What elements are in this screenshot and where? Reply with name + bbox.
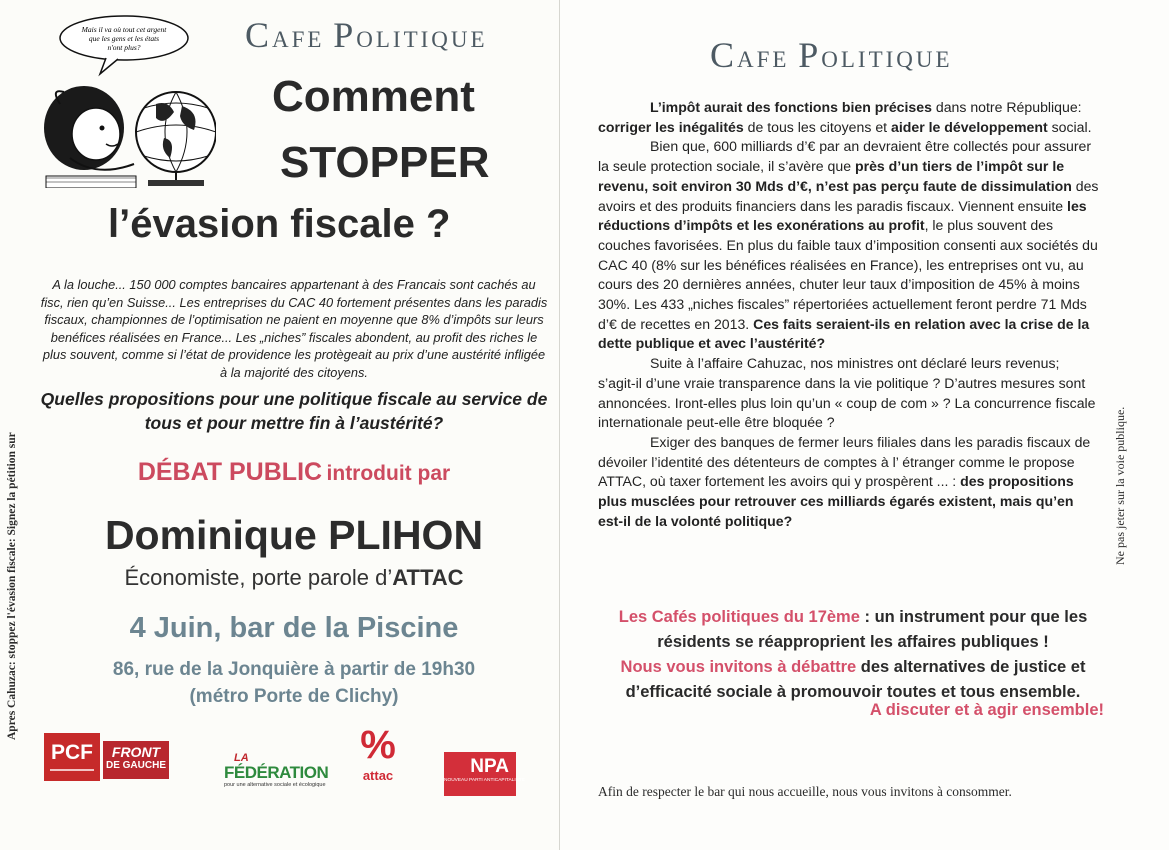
- attac-logo: % attac: [360, 723, 396, 783]
- headline-line-1: Comment: [272, 72, 475, 121]
- la-federation-logo: LA FÉDÉRATION pour une alternative sociale et écologique: [224, 752, 329, 788]
- headline-line-3: l’évasion fiscale ?: [108, 202, 451, 246]
- paragraph-1: L’impôt aurait des fonctions bien précises dans notre République: corriger les inégalités de tous les citoyens et aider le développement social.: [598, 99, 1092, 135]
- pcf-logo: PCF: [44, 733, 100, 781]
- bubble-line-3: n'ont plus?: [107, 43, 141, 52]
- article-body: [598, 98, 1100, 531]
- headline-line-2: STOPPER: [280, 138, 490, 187]
- intro-paragraph: A la louche... 150 000 comptes bancaires appartenant à des Francais sont cachés au fisc, rien qu’en Suisse... Les entreprises du CAC 40 fortement présentes dans les paradis fiscaux, championnes de l’optimisation ne paient en moyenne que 8% d’impôts sur leurs benéfices réalisées en France... Les „niches” fiscales abondent, au profit des riches le plus souvent, comme si l’état de providence les protègeait au prix d’une austérité infligée à la majorité des citoyens.: [40, 277, 548, 380]
- mafalda-cartoon: [36, 8, 216, 188]
- footer-note: Afin de respecter le bar qui nous accueille, nous vous invitons à consommer.: [598, 784, 1012, 799]
- paragraph-4: Exiger des banques de fermer leurs filiales dans les paradis fiscaux de dévoiler l’identité des détenteurs de comptes à l’ étranger comme le propose ATTAC, où taxer fortement les avoirs qui y prospèrent ... : des propositions plus musclées pour retrouver ces milliards égarés existent, mais qu’en est-il de la volonté politique?: [598, 433, 1091, 529]
- bubble-line-1: Mais il va où tout cet argent: [81, 25, 167, 34]
- paragraph-2: Bien que, 600 milliards d’€ par an devraient être collectés pour assurer la seule protection sociale, il s’avère que près d’un tiers de l’impôt sur le revenu, soit environ 30 Mds d’€, n’est pas perçu faute de dissimulation des avoirs et des produits financiers dans les paradis fiscaux. Viennent ensuite les réductions d’impôts et les exonérations au profit, le plus souvent des couches favorisées. En plus du faible taux d’imposition consenti aux sociétés du CAC 40 (8% sur les bénéfices réalisées en France), les entreprises ont vu, au cours des 20 dernières années, chuter leur taux d’imposition de 45% à moins 30%. Les 433 „niches fiscales” répertoriées actuellement feront perdre 71 Mds d’€ de recettes en 2013. Ces faits seraient-ils en relation avec la crise de la dette publique et avec l’austérité?: [598, 138, 1099, 352]
- speaker-role: Économiste, porte parole d’ATTAC: [124, 565, 464, 590]
- cafe-politique-title-right: CAFE POLITIQUE: [710, 35, 953, 75]
- npa-logo: NPA NOUVEAU PARTI ANTICAPITALISTE: [444, 752, 516, 796]
- debat-public-line: DÉBAT PUBLIC introduit par: [137, 458, 451, 486]
- closing-call-to-action: A discuter et à agir ensemble!: [869, 701, 1104, 719]
- closing-statement: Les Cafés politiques du 17ème : un instrument pour que les résidents se réapproprient les affaires publiques ! Nous vous invitons à débattre des alternatives de justice et d’efficacité sociale à promouvoir toutes et tous ensemble.: [618, 608, 1088, 701]
- cafe-politique-title-left: CAFE POLITIQUE: [245, 15, 488, 55]
- speaker-name: Dominique PLIHON: [104, 512, 484, 558]
- question-text: Quelles propositions pour une politique fiscale au service de tous et pour mettre fin à l’austérité?: [40, 389, 548, 433]
- bubble-line-2: que les gens et les états: [88, 34, 160, 43]
- front-de-gauche-logo: FRONT DE GAUCHE: [103, 741, 169, 779]
- paragraph-3: Suite à l’affaire Cahuzac, nos ministres ont déclaré leurs revenus; s’agit-il d’une vraie transparence dans la vie politique ? D’autres mesures sont annoncées. Iront-elles plus loin qu’un « coup de com » ? La concurrence fiscale internationale peut-elle être bloquée ?: [598, 355, 1096, 431]
- event-address: 86, rue de la Jonquière à partir de 19h30 (métro Porte de Clichy): [112, 659, 476, 707]
- event-date-venue: 4 Juin, bar de la Piscine: [129, 612, 459, 644]
- page-fold: [559, 0, 560, 850]
